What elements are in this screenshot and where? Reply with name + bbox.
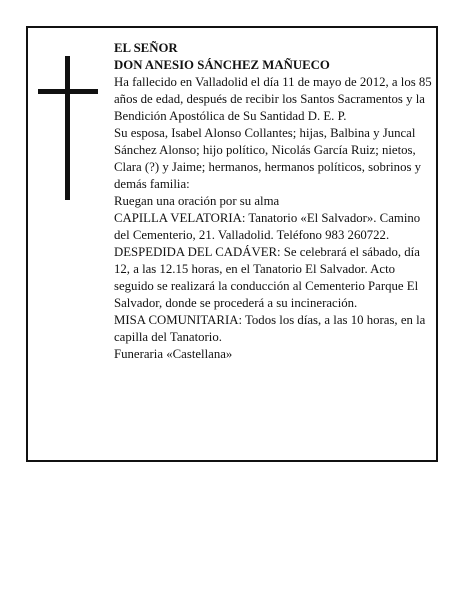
obituary-text bbox=[114, 40, 432, 363]
deceased-name: DON ANESIO SÁNCHEZ MAÑUECO bbox=[114, 58, 330, 72]
funeral-home: Funeraria «Castellana» bbox=[114, 347, 233, 361]
cross-horizontal-bar bbox=[38, 89, 98, 94]
prayer-request: Ruegan una oración por su alma bbox=[114, 194, 280, 208]
cross-vertical-bar bbox=[65, 56, 70, 200]
latin-cross-icon bbox=[38, 56, 98, 200]
farewell-information: DESPEDIDA DEL CADÁVER: Se celebrará el sábado, día 12, a las 12.15 horas, en el Tanatorio El Salvador. Acto seguido se realizará la conducción al Cementerio Parque El Salvador, donde se procederá a su incineración. bbox=[114, 245, 420, 310]
mass-information: MISA COMUNITARIA: Todos los días, a las 10 horas, en la capilla del Tanatorio. bbox=[114, 313, 426, 344]
honorific-title: EL SEÑOR bbox=[114, 41, 178, 55]
death-announcement: Ha fallecido en Valladolid el día 11 de mayo de 2012, a los 85 años de edad, después de recibir los Santos Sacramentos y la Bendición Apostólica de Su Santidad D. E. P. bbox=[114, 75, 432, 123]
obituary-notice bbox=[26, 26, 438, 462]
family-list: Su esposa, Isabel Alonso Collantes; hijas, Balbina y Juncal Sánchez Alonso; hijo político, Nicolás García Ruiz; nietos, Clara (?) y Jaime; hermanos, hermanos políticos, sobrinos y demás familia: bbox=[114, 126, 422, 191]
chapel-information: CAPILLA VELATORIA: Tanatorio «El Salvador». Camino del Cementerio, 21. Valladolid. Teléfono 983 260722. bbox=[114, 211, 421, 242]
